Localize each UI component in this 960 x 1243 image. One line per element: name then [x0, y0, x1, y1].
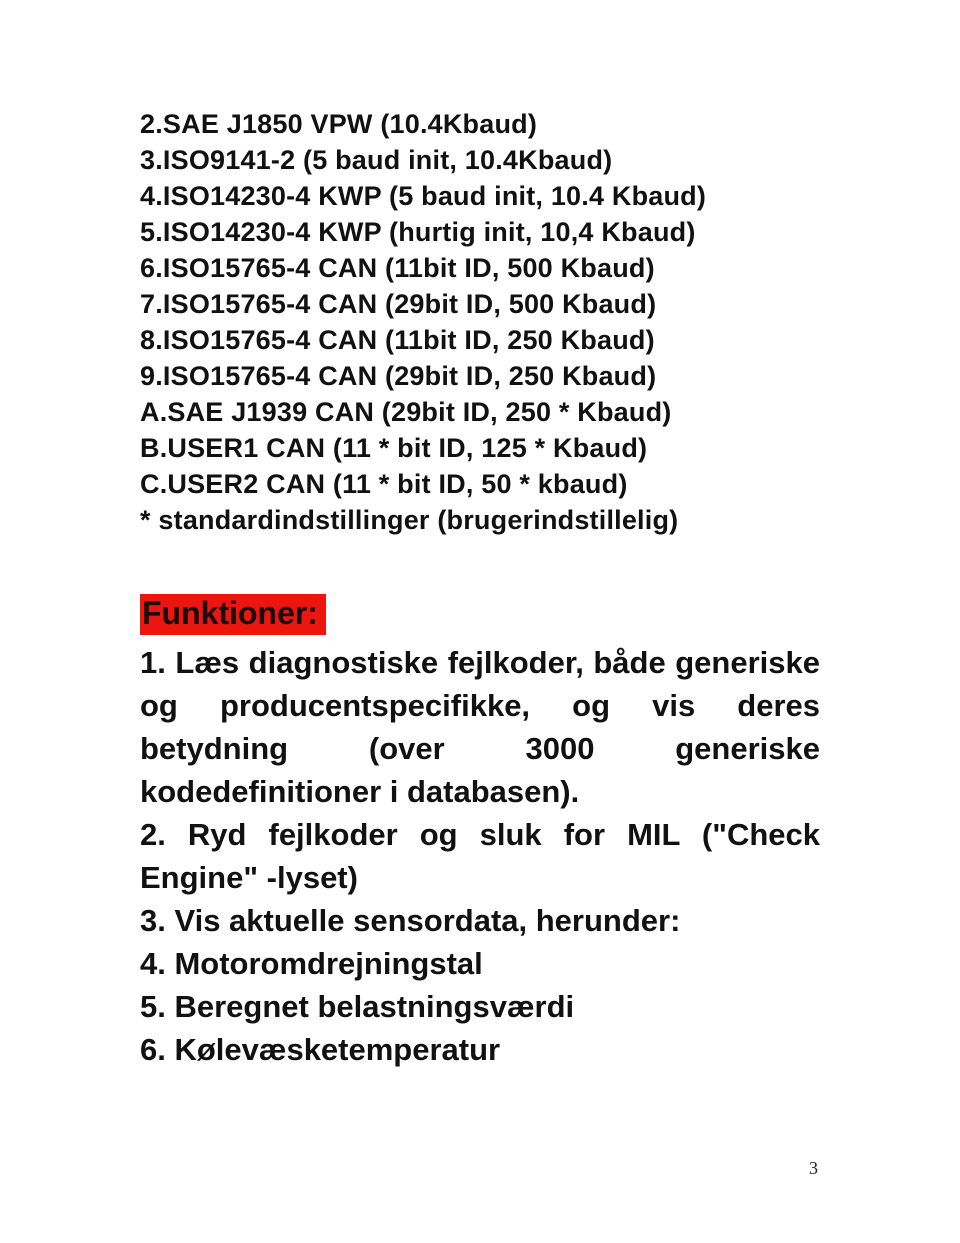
protocol-line: C.USER2 CAN (11 * bit ID, 50 * kbaud)	[140, 469, 628, 499]
page-content	[140, 106, 820, 1071]
section-heading: Funktioner:	[140, 594, 326, 635]
function-item: 5. Beregnet belastningsværdi	[140, 989, 575, 1024]
protocol-line: B.USER1 CAN (11 * bit ID, 125 * Kbaud)	[140, 433, 648, 463]
function-item: 2. Ryd fejlkoder og sluk for MIL ("Check Engine" -lyset)	[140, 817, 820, 895]
protocol-line: 6.ISO15765-4 CAN (11bit ID, 500 Kbaud)	[140, 253, 655, 283]
protocol-line: A.SAE J1939 CAN (29bit ID, 250 * Kbaud)	[140, 397, 672, 427]
protocol-list	[140, 106, 820, 538]
page-number: 3	[809, 1158, 818, 1178]
protocol-line: 7.ISO15765-4 CAN (29bit ID, 500 Kbaud)	[140, 289, 657, 319]
protocol-line: 3.ISO9141-2 (5 baud init, 10.4Kbaud)	[140, 145, 613, 175]
functions-list	[140, 641, 820, 1071]
footnote-line: * standardindstillinger (brugerindstillelig)	[140, 505, 679, 535]
section-heading-row	[140, 594, 820, 635]
function-item: 6. Kølevæsketemperatur	[140, 1032, 501, 1067]
protocol-line: 4.ISO14230-4 KWP (5 baud init, 10.4 Kbaud)	[140, 181, 707, 211]
function-item: 1. Læs diagnostiske fejlkoder, både generiske og producentspecifikke, og vis deres betydning (over 3000 generiske kodedefinitioner i databasen).	[140, 645, 820, 809]
protocol-line: 5.ISO14230-4 KWP (hurtig init, 10,4 Kbaud)	[140, 217, 696, 247]
function-item: 4. Motoromdrejningstal	[140, 946, 483, 981]
protocol-line: 9.ISO15765-4 CAN (29bit ID, 250 Kbaud)	[140, 361, 657, 391]
protocol-line: 2.SAE J1850 VPW (10.4Kbaud)	[140, 109, 538, 139]
protocol-line: 8.ISO15765-4 CAN (11bit ID, 250 Kbaud)	[140, 325, 655, 355]
function-item: 3. Vis aktuelle sensordata, herunder:	[140, 903, 681, 938]
